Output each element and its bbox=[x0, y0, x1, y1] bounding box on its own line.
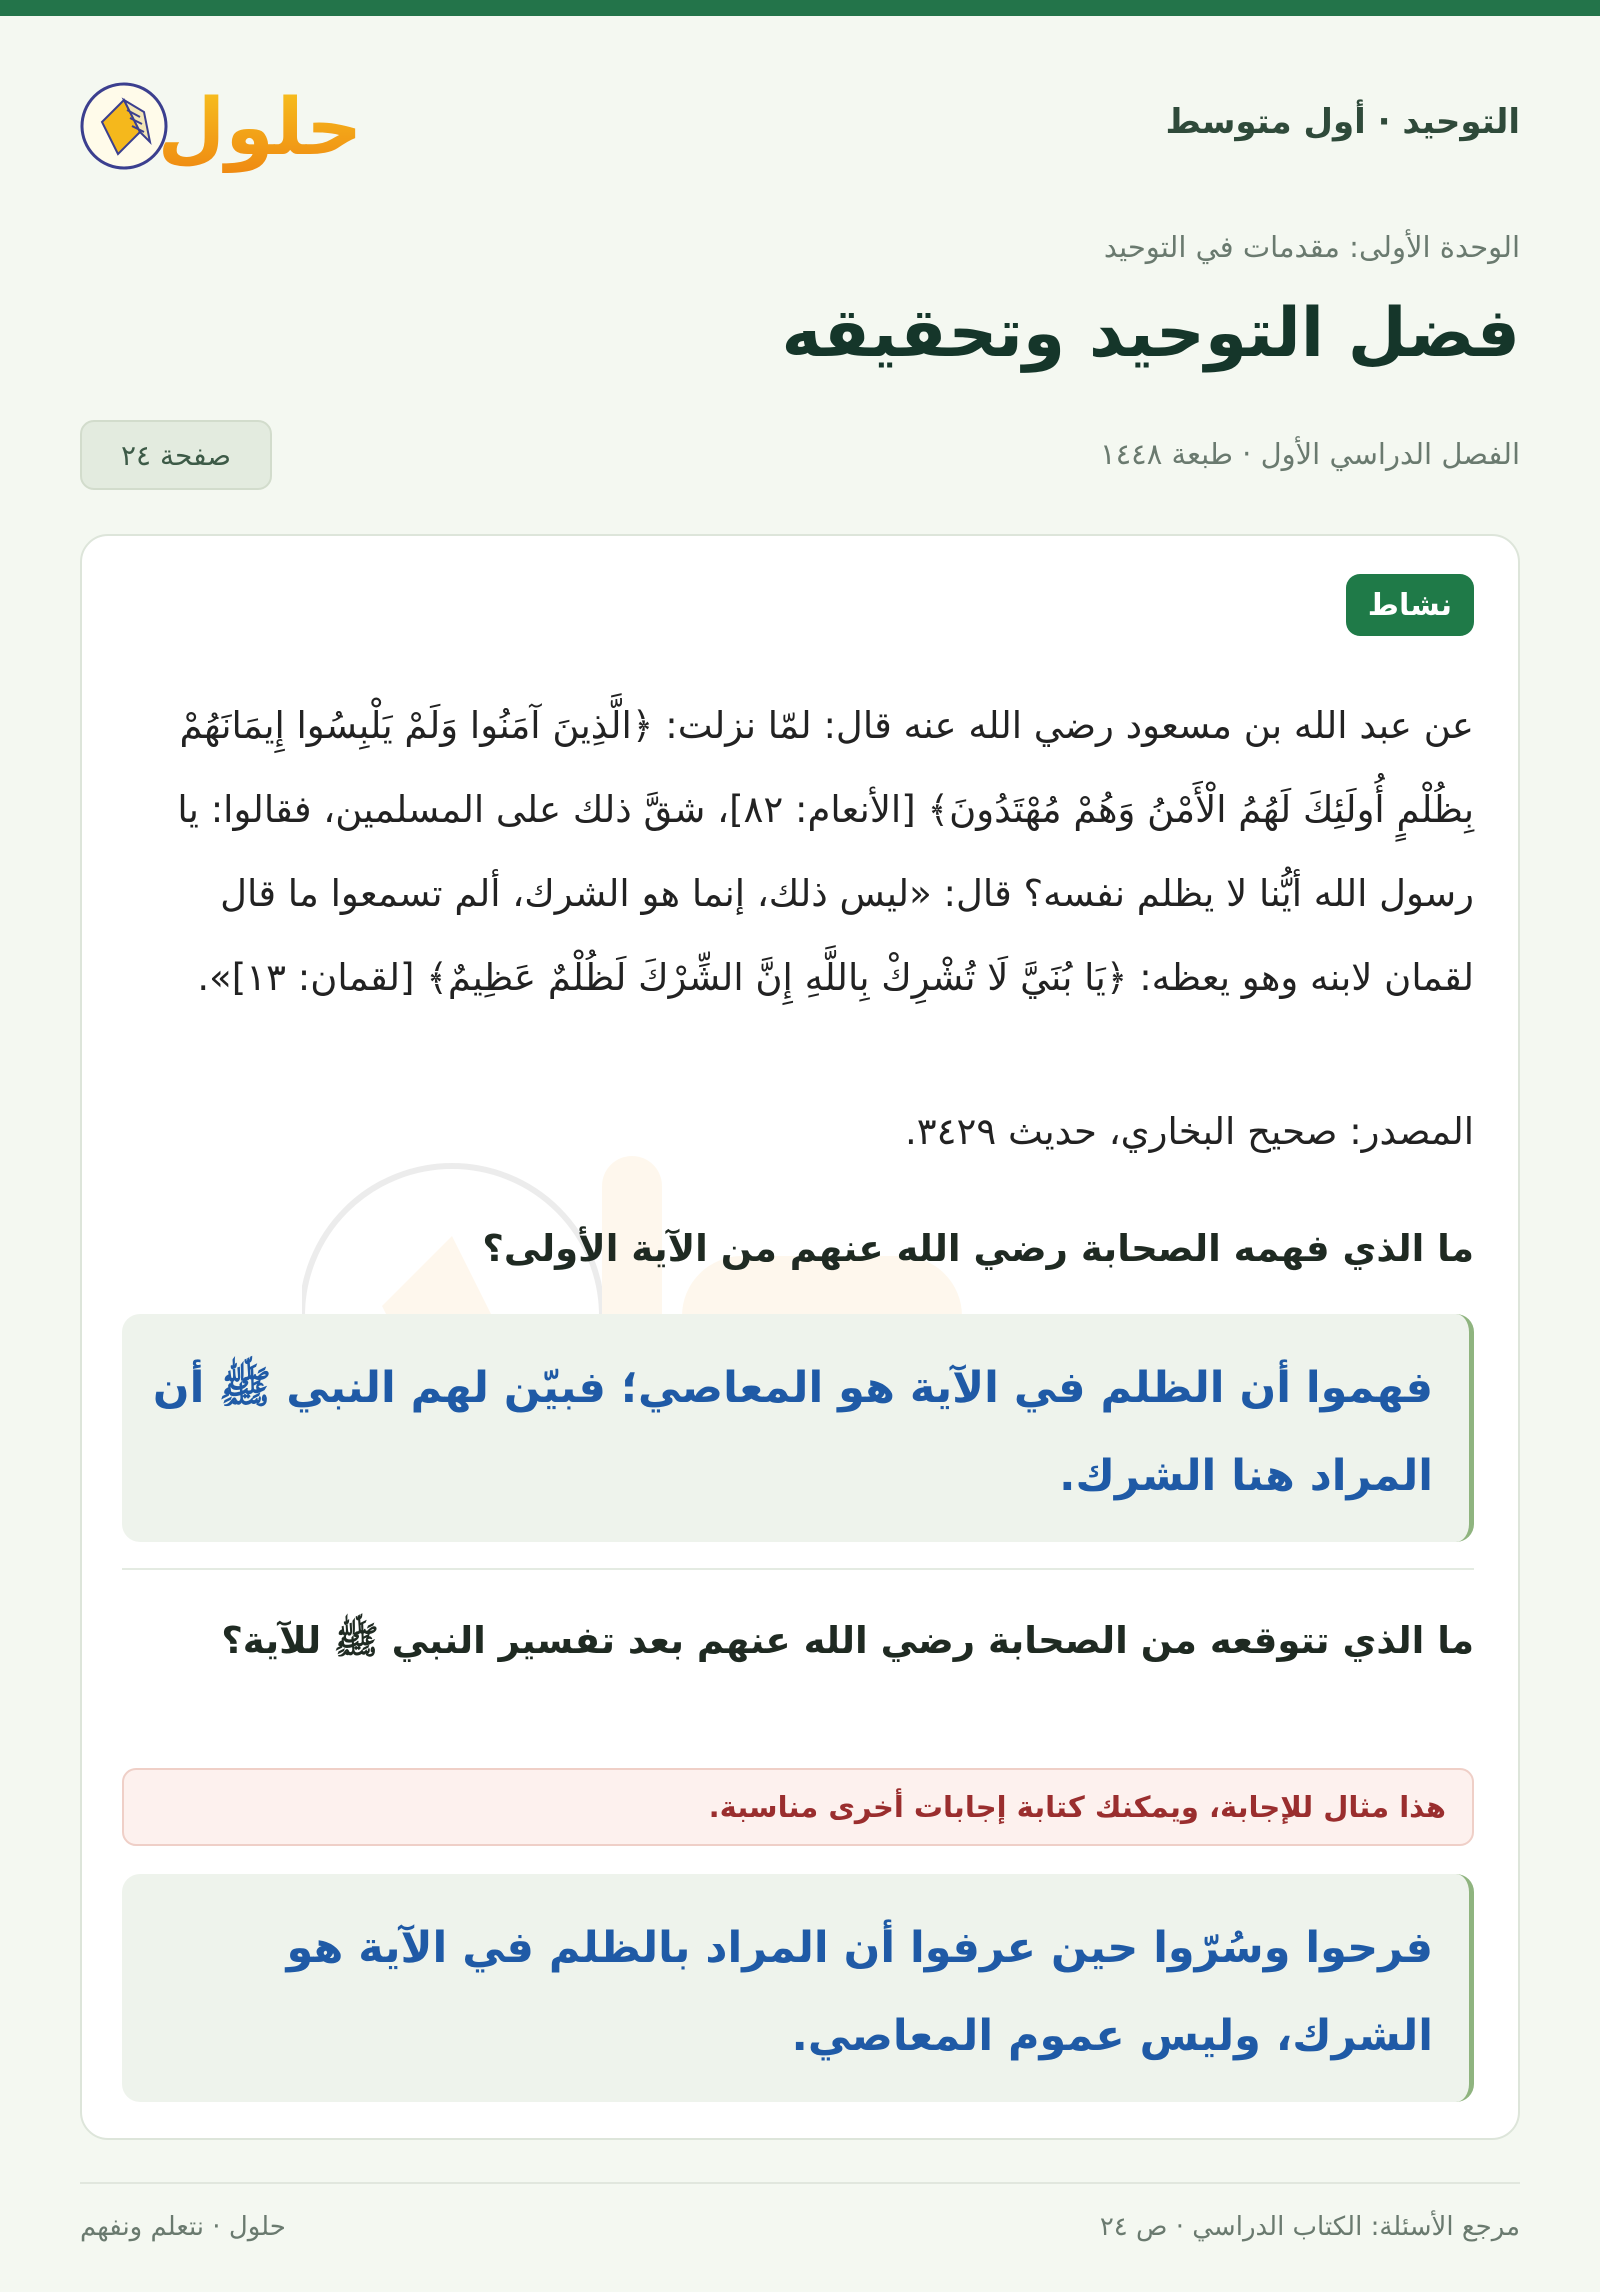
activity-card bbox=[80, 534, 1520, 2140]
header bbox=[80, 62, 1520, 182]
activity-badge: نشاط bbox=[1346, 574, 1474, 636]
course-label: التوحيد · أول متوسط bbox=[1165, 102, 1520, 142]
question-2: ما الذي تتوقعه من الصحابة رضي الله عنهم بعد تفسير النبي ﷺ للآية؟ bbox=[221, 1619, 1474, 1662]
hadith-text: عن عبد الله بن مسعود رضي الله عنه قال: لمّا نزلت: ﴿الَّذِينَ آمَنُوا وَلَمْ يَلْبِسُوا إِيمَانَهُمْ بِظُلْمٍ أُولَئِكَ لَهُمُ الْأَمْنُ وَهُمْ مُهْتَدُونَ﴾ [الأنعام: ٨٢]، شقَّ ذلك على المسلمين، فقالوا: يا رسول الله أيُّنا لا يظلم نفسه؟ قال: «ليس ذلك، إنما هو الشرك، ألم تسمعوا ما قال لقمان لابنه وهو يعظه: ﴿يَا بُنَيَّ لَا تُشْرِكْ بِاللَّهِ إِنَّ الشِّرْكَ لَظُلْمٌ عَظِيمٌ﴾ [لقمان: ١٣]». bbox=[177, 704, 1474, 999]
answer-1: فهموا أن الظلم في الآية هو المعاصي؛ فبيّن لهم النبي ﷺ أن المراد هنا الشرك. bbox=[122, 1314, 1474, 1542]
svg-text:حلول: حلول bbox=[157, 83, 363, 173]
page-title: فضل التوحيد وتحقيقه bbox=[781, 294, 1520, 373]
footer-reference: مرجع الأسئلة: الكتاب الدراسي · ص ٢٤ bbox=[1099, 2212, 1520, 2242]
hulul-logo[interactable] bbox=[80, 62, 370, 182]
term-label: الفصل الدراسي الأول · طبعة ١٤٤٨ bbox=[1100, 437, 1520, 471]
hadith-source: المصدر: صحيح البخاري، حديث ٣٤٢٩. bbox=[904, 1110, 1474, 1153]
unit-label: الوحدة الأولى: مقدمات في التوحيد bbox=[1103, 230, 1520, 264]
top-accent-bar bbox=[0, 0, 1600, 16]
question-divider bbox=[122, 1568, 1474, 1570]
footer-brand[interactable]: حلول · نتعلم ونفهم bbox=[80, 2212, 286, 2242]
question-1: ما الذي فهمه الصحابة رضي الله عنهم من الآية الأولى؟ bbox=[482, 1227, 1474, 1270]
example-answer-note: هذا مثال للإجابة، ويمكنك كتابة إجابات أخرى مناسبة. bbox=[122, 1768, 1474, 1846]
footer-divider bbox=[80, 2182, 1520, 2184]
page-number-badge: صفحة ٢٤ bbox=[80, 420, 272, 490]
answer-2: فرحوا وسُرّوا حين عرفوا أن المراد بالظلم في الآية هو الشرك، وليس عموم المعاصي. bbox=[122, 1874, 1474, 2102]
